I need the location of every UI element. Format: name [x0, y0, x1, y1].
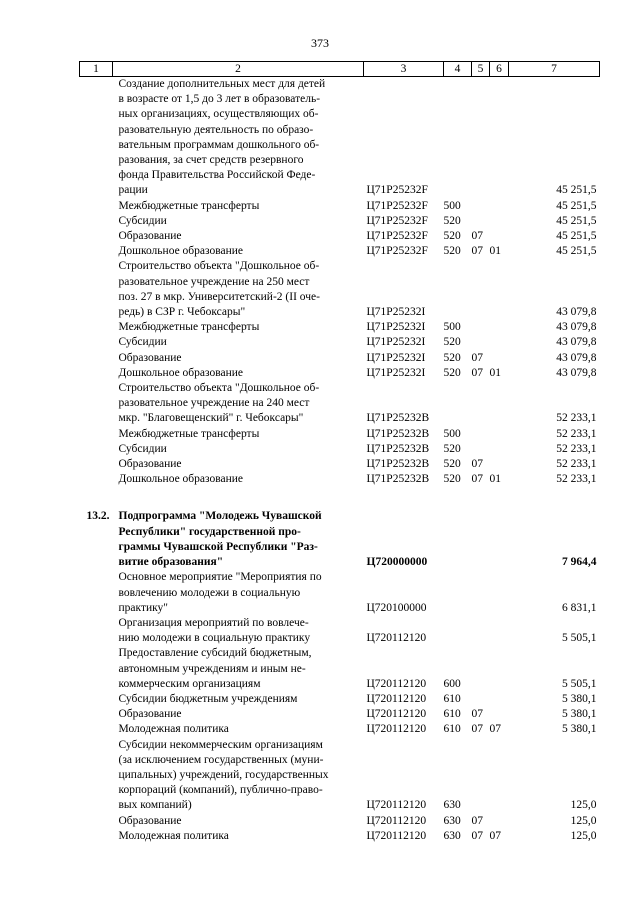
row-name-line: корпораций (компаний), публично-право-	[118, 784, 323, 797]
section-code	[472, 616, 490, 646]
target-article-code: Ц71P25232I	[366, 351, 426, 364]
row-name-line: Субсидии	[118, 442, 167, 455]
row-name-line: разования, за счет средств резервного	[118, 154, 304, 167]
section-code	[472, 320, 490, 335]
row-name-line: Субсидии бюджетным учреждениям	[118, 692, 298, 705]
subsection-code	[490, 229, 509, 244]
section-code	[472, 335, 490, 350]
table-row	[80, 229, 600, 244]
expense-type-code: 520	[443, 245, 461, 258]
table-row	[80, 722, 600, 737]
budget-table	[79, 61, 600, 844]
row-number	[80, 199, 113, 214]
target-article-code: Ц71P25232B	[366, 412, 430, 425]
section-code: 07	[471, 708, 483, 721]
row-number: 13.2.	[86, 510, 110, 523]
section-code: 07	[471, 723, 483, 736]
row-name	[113, 259, 364, 320]
row-number	[80, 335, 113, 350]
row-name	[113, 509, 364, 570]
row-number	[80, 77, 113, 199]
subsection-code: 01	[489, 366, 501, 379]
row-name-line: Предоставление субсидий бюджетным,	[118, 647, 312, 660]
row-name-line: поз. 27 в мкр. Университетский-2 (II оче-	[118, 290, 320, 303]
amount: 52 233,1	[556, 412, 597, 425]
row-name-line: граммы Чувашской Республики "Раз-	[118, 540, 318, 553]
subsection-code	[490, 381, 509, 427]
amount: 5 380,1	[562, 708, 597, 721]
row-name-line: Субсидии	[118, 336, 167, 349]
expense-type-code: 610	[443, 708, 461, 721]
row-name	[113, 814, 364, 829]
row-name	[113, 646, 364, 692]
subsection-code	[490, 646, 509, 692]
expense-type-code: 630	[443, 829, 461, 842]
row-name-line: редь) в СЗР г. Чебоксары"	[118, 306, 246, 319]
target-article-code: Ц720112120	[366, 708, 427, 721]
target-article-code: Ц71P25232F	[366, 214, 428, 227]
subsection-code	[490, 616, 509, 646]
table-row	[80, 214, 600, 229]
row-number	[80, 381, 113, 427]
target-article-code: Ц720112120	[366, 799, 427, 812]
row-name	[113, 427, 364, 442]
section-code: 07	[471, 230, 483, 243]
row-name	[113, 692, 364, 707]
row-name-line: Субсидии	[118, 214, 167, 227]
row-name-line: коммерческим организациям	[118, 677, 261, 690]
section-code	[472, 427, 490, 442]
section-code	[472, 442, 490, 457]
row-number	[80, 472, 113, 487]
table-row	[80, 335, 600, 350]
amount: 52 233,1	[556, 427, 597, 440]
spacer-cell	[444, 487, 472, 509]
subsection-code	[490, 692, 509, 707]
expense-type-code: 520	[443, 214, 461, 227]
row-name-line: Субсидии некоммерческим организациям	[118, 738, 323, 751]
target-article-code: Ц720000000	[366, 556, 428, 569]
row-name-line: Межбюджетные трансферты	[118, 427, 260, 440]
row-number	[80, 229, 113, 244]
row-name-line: Межбюджетные трансферты	[118, 321, 260, 334]
row-number	[80, 457, 113, 472]
section-code: 07	[471, 814, 483, 827]
row-name-line: Образование	[118, 351, 182, 364]
row-name-line: Строительство объекта "Дошкольное об-	[118, 260, 320, 273]
row-name-line: ных организациях, осуществляющих об-	[118, 108, 319, 121]
target-article-code: Ц720112120	[366, 692, 427, 705]
row-name-line: практику"	[118, 601, 168, 614]
row-name-line: Подпрограмма "Молодежь Чувашской	[118, 510, 322, 523]
header-col-3: 3	[364, 62, 444, 77]
table-row	[80, 77, 600, 199]
amount: 45 251,5	[556, 214, 597, 227]
section-code: 07	[471, 829, 483, 842]
row-name	[113, 381, 364, 427]
row-name	[113, 366, 364, 381]
table-row	[80, 244, 600, 259]
table-row	[80, 442, 600, 457]
row-name-line: вых компаний)	[118, 799, 192, 812]
subsection-code	[490, 707, 509, 722]
row-name-line: нию молодежи в социальную практику	[118, 632, 311, 645]
row-name	[113, 707, 364, 722]
amount: 45 251,5	[556, 184, 597, 197]
row-name-line: Образование	[118, 230, 182, 243]
expense-type-code	[444, 381, 472, 427]
expense-type-code: 520	[443, 458, 461, 471]
spacer-cell	[364, 487, 444, 509]
section-code: 07	[471, 351, 483, 364]
amount: 43 079,8	[556, 336, 597, 349]
row-name	[113, 199, 364, 214]
subsection-code	[490, 442, 509, 457]
spacer-row	[80, 487, 600, 509]
table-row	[80, 199, 600, 214]
table-row	[80, 616, 600, 646]
row-name-line: вовлечению молодежи в социальную	[118, 586, 301, 599]
row-name	[113, 829, 364, 844]
section-code	[472, 199, 490, 214]
subsection-code	[490, 814, 509, 829]
row-name-line: Дошкольное образование	[118, 366, 244, 379]
row-name-line: Республики" государственной про-	[118, 525, 301, 538]
row-name-line: мкр. "Благовещенский" г. Чебоксары"	[118, 412, 304, 425]
target-article-code: Ц71P25232F	[366, 245, 428, 258]
subsection-code	[490, 427, 509, 442]
row-number	[80, 320, 113, 335]
row-name-line: Образование	[118, 458, 182, 471]
table-row	[80, 381, 600, 427]
row-number	[80, 616, 113, 646]
row-name-line: Молодежная политика	[118, 723, 229, 736]
amount: 52 233,1	[556, 442, 597, 455]
target-article-code: Ц71P25232I	[366, 336, 426, 349]
table-row	[80, 707, 600, 722]
row-name	[113, 77, 364, 199]
row-name-line: Дошкольное образование	[118, 245, 244, 258]
expense-type-code: 500	[443, 199, 461, 212]
page-number: 373	[311, 36, 329, 50]
row-number	[80, 244, 113, 259]
row-name	[113, 214, 364, 229]
expense-type-code: 520	[443, 230, 461, 243]
expense-type-code: 520	[443, 336, 461, 349]
row-name-line: разовательную деятельность по образо-	[118, 123, 314, 136]
amount: 6 831,1	[562, 601, 597, 614]
row-name-line: витие образования"	[118, 556, 224, 569]
table-body	[80, 77, 600, 844]
section-code	[472, 259, 490, 320]
expense-type-code: 500	[443, 427, 461, 440]
table-row	[80, 366, 600, 381]
spacer-cell	[509, 487, 600, 509]
table-row	[80, 814, 600, 829]
amount: 45 251,5	[556, 245, 597, 258]
header-row	[80, 62, 600, 77]
subsection-code: 01	[489, 245, 501, 258]
amount: 125,0	[570, 799, 597, 812]
row-number	[80, 814, 113, 829]
table-row	[80, 570, 600, 616]
table-row	[80, 320, 600, 335]
target-article-code: Ц71P25232I	[366, 306, 426, 319]
section-code	[472, 646, 490, 692]
target-article-code: Ц71P25232F	[366, 230, 428, 243]
expense-type-code: 520	[443, 473, 461, 486]
expense-type-code: 600	[443, 677, 461, 690]
row-number	[80, 707, 113, 722]
row-name-line: (за исключением государственных (муни-	[118, 753, 324, 766]
subsection-code	[490, 320, 509, 335]
amount: 5 505,1	[562, 632, 597, 645]
target-article-code: Ц71P25232F	[366, 184, 428, 197]
row-number	[80, 259, 113, 320]
amount: 52 233,1	[556, 458, 597, 471]
target-article-code: Ц720112120	[366, 723, 427, 736]
header-col-7: 7	[509, 62, 600, 77]
amount: 125,0	[570, 829, 597, 842]
row-name-line: рации	[118, 184, 148, 197]
row-number	[80, 738, 113, 814]
row-name-line: Образование	[118, 708, 182, 721]
subsection-code	[490, 214, 509, 229]
table-row	[80, 427, 600, 442]
amount: 43 079,8	[556, 306, 597, 319]
row-name	[113, 335, 364, 350]
section-code	[472, 381, 490, 427]
row-number	[80, 570, 113, 616]
target-article-code: Ц71P25232F	[366, 199, 428, 212]
target-article-code: Ц71P25232B	[366, 427, 430, 440]
subsection-code: 01	[489, 473, 501, 486]
amount: 5 505,1	[562, 677, 597, 690]
row-name-line: Образование	[118, 814, 182, 827]
subsection-code	[490, 77, 509, 199]
expense-type-code	[444, 509, 472, 570]
expense-type-code: 520	[443, 351, 461, 364]
row-number	[80, 427, 113, 442]
table-row	[80, 692, 600, 707]
row-name-line: ципальных) учреждений, государственных	[118, 768, 329, 781]
row-name	[113, 616, 364, 646]
row-name	[113, 722, 364, 737]
row-name-line: разовательное учреждение на 250 мест	[118, 275, 310, 288]
expense-type-code	[444, 616, 472, 646]
row-name	[113, 570, 364, 616]
expense-type-code	[444, 570, 472, 616]
row-number	[80, 214, 113, 229]
table-row	[80, 509, 600, 570]
target-article-code: Ц720112120	[366, 632, 427, 645]
header-col-6: 6	[490, 62, 509, 77]
amount: 43 079,8	[556, 366, 597, 379]
target-article-code: Ц71P25232I	[366, 366, 426, 379]
amount: 45 251,5	[556, 199, 597, 212]
row-name	[113, 351, 364, 366]
row-name	[113, 457, 364, 472]
expense-type-code: 630	[443, 799, 461, 812]
spacer-cell	[113, 487, 364, 509]
row-number	[80, 646, 113, 692]
table-row	[80, 738, 600, 814]
subsection-code	[490, 738, 509, 814]
row-name-line: вательным программам дошкольного об-	[118, 138, 320, 151]
row-number	[80, 366, 113, 381]
spacer-cell	[472, 487, 490, 509]
row-name-line: Создание дополнительных мест для детей	[118, 78, 326, 90]
target-article-code: Ц720112120	[366, 829, 427, 842]
table-row	[80, 472, 600, 487]
section-code	[472, 738, 490, 814]
row-number	[80, 442, 113, 457]
amount: 5 380,1	[562, 692, 597, 705]
amount: 45 251,5	[556, 230, 597, 243]
expense-type-code: 520	[443, 442, 461, 455]
spacer-cell	[490, 487, 509, 509]
row-name	[113, 472, 364, 487]
row-name-line: Строительство объекта "Дошкольное об-	[118, 382, 320, 395]
expense-type-code: 630	[443, 814, 461, 827]
target-article-code: Ц720100000	[366, 601, 427, 614]
table-row	[80, 457, 600, 472]
table-row	[80, 259, 600, 320]
table-row	[80, 646, 600, 692]
row-name-line: в возрасте от 1,5 до 3 лет в образователь-	[118, 93, 321, 106]
row-name-line: Организация мероприятий по вовлече-	[118, 616, 309, 629]
section-code: 07	[471, 458, 483, 471]
row-name-line: фонда Правительства Российской Феде-	[118, 169, 316, 182]
target-article-code: Ц71P25232B	[366, 442, 430, 455]
row-name-line: Основное мероприятие "Мероприятия по	[118, 571, 322, 584]
expense-type-code: 520	[443, 366, 461, 379]
amount: 125,0	[570, 814, 597, 827]
subsection-code	[490, 570, 509, 616]
target-article-code: Ц71P25232I	[366, 321, 426, 334]
expense-type-code: 610	[443, 723, 461, 736]
header-col-2: 2	[113, 62, 364, 77]
spacer-cell	[80, 487, 113, 509]
section-code: 07	[471, 366, 483, 379]
expense-type-code: 500	[443, 321, 461, 334]
subsection-code	[490, 351, 509, 366]
section-code: 07	[471, 245, 483, 258]
subsection-code	[490, 259, 509, 320]
amount: 7 964,4	[562, 556, 597, 569]
section-code	[472, 692, 490, 707]
expense-type-code: 610	[443, 692, 461, 705]
row-name-line: Молодежная политика	[118, 829, 229, 842]
table-row	[80, 829, 600, 844]
subsection-code	[490, 335, 509, 350]
row-number	[80, 829, 113, 844]
row-name-line: автономным учреждениям и иным не-	[118, 662, 306, 675]
header-col-1: 1	[80, 62, 113, 77]
amount: 43 079,8	[556, 321, 597, 334]
target-article-code: Ц720112120	[366, 677, 427, 690]
row-name-line: Межбюджетные трансферты	[118, 199, 260, 212]
row-name	[113, 320, 364, 335]
header-col-5: 5	[472, 62, 490, 77]
row-name-line: разовательное учреждение на 240 мест	[118, 397, 310, 410]
row-number	[80, 722, 113, 737]
row-number	[80, 351, 113, 366]
amount: 43 079,8	[556, 351, 597, 364]
table-row	[80, 351, 600, 366]
expense-type-code	[444, 77, 472, 199]
target-article-code: Ц720112120	[366, 814, 427, 827]
row-name	[113, 738, 364, 814]
subsection-code: 07	[489, 723, 501, 736]
subsection-code	[490, 457, 509, 472]
table-header	[80, 62, 600, 77]
expense-type-code	[444, 259, 472, 320]
row-number	[80, 692, 113, 707]
amount: 52 233,1	[556, 473, 597, 486]
amount: 5 380,1	[562, 723, 597, 736]
row-name	[113, 229, 364, 244]
section-code	[472, 570, 490, 616]
section-code	[472, 509, 490, 570]
row-name	[113, 442, 364, 457]
section-code: 07	[471, 473, 483, 486]
subsection-code: 07	[489, 829, 501, 842]
section-code	[472, 77, 490, 199]
section-code	[472, 214, 490, 229]
subsection-code	[490, 199, 509, 214]
target-article-code: Ц71P25232B	[366, 458, 430, 471]
target-article-code: Ц71P25232B	[366, 473, 430, 486]
row-name-line: Дошкольное образование	[118, 473, 244, 486]
header-col-4: 4	[444, 62, 472, 77]
row-name	[113, 244, 364, 259]
subsection-code	[490, 509, 509, 570]
